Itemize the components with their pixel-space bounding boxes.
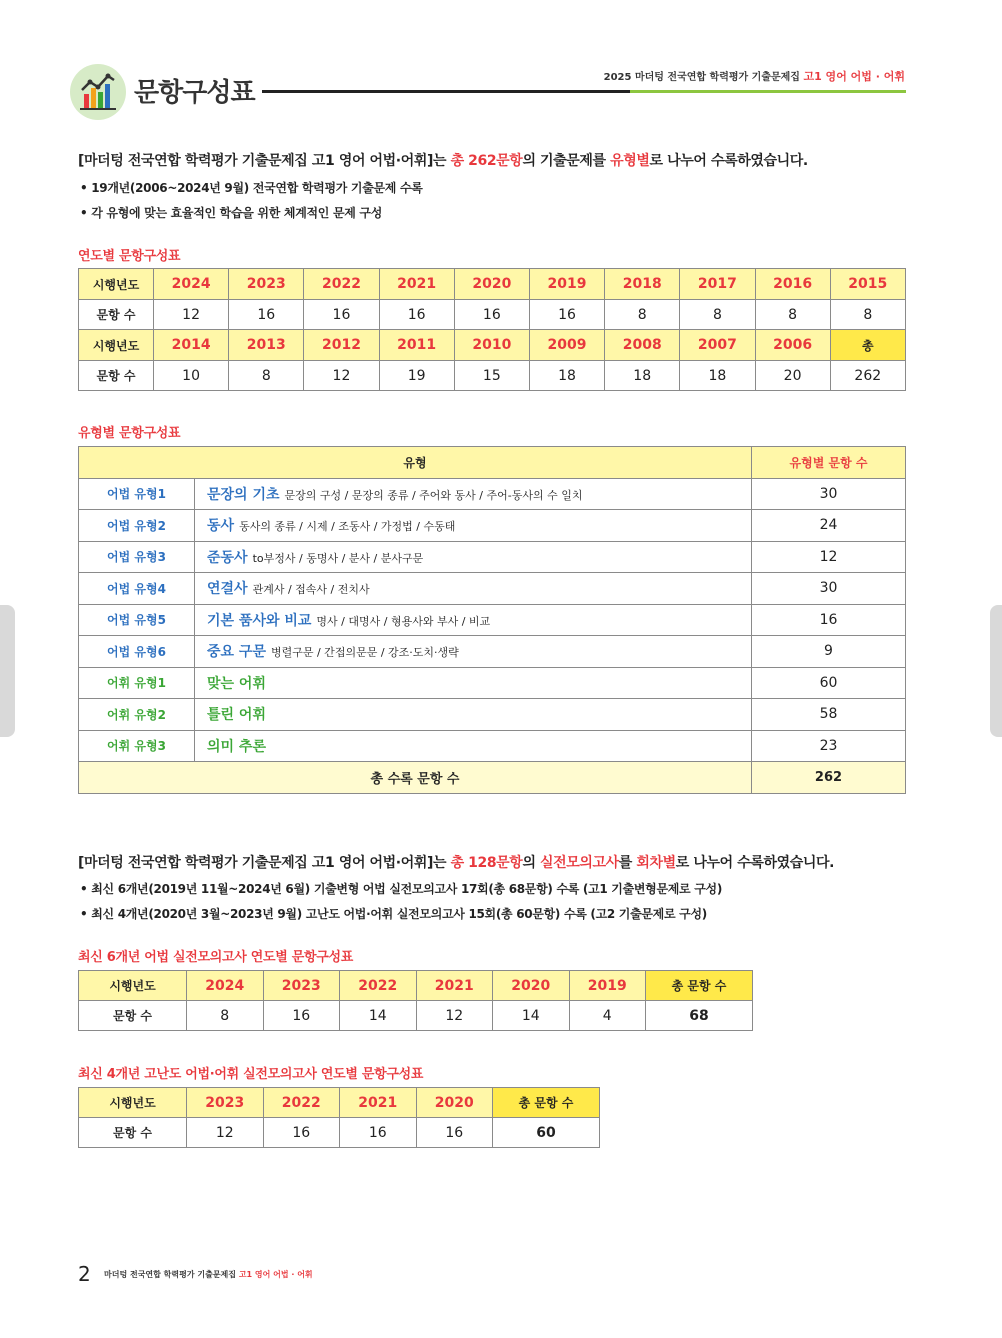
type-name: 동사 [207,518,235,535]
type-count: 30 [752,573,906,605]
type-category: 어법 유형5 [79,604,195,636]
type-name: 중요 구문 [207,644,266,661]
total-value: 262 [830,361,905,391]
count-cell: 8 [229,361,304,391]
page-edge-tab-right [990,605,1002,737]
year-cell: 2009 [529,330,604,361]
type-category: 어휘 유형3 [79,730,195,762]
intro2-mock: 실전모의고사 [540,855,619,871]
intro1-total: 총 262문항 [450,153,523,169]
intro1-bullet: • 각 유형에 맞는 효율적인 학습을 위한 체계적인 문제 구성 [80,206,382,220]
intro-paragraph-2 [78,852,834,872]
count-cell: 14 [340,1001,417,1031]
type-description [195,510,752,542]
year-cell: 2011 [379,330,454,361]
page-edge-tab-left [0,605,15,737]
year-cell: 2021 [416,971,493,1001]
count-cell: 16 [229,300,304,330]
chart-logo-icon [70,64,126,120]
type-category: 어휘 유형2 [79,699,195,731]
count-cell: 14 [493,1001,570,1031]
type-count: 9 [752,636,906,668]
year-cell: 2017 [680,269,755,300]
count-cell: 8 [187,1001,264,1031]
mock4-table [78,1087,600,1148]
year-cell: 2022 [340,971,417,1001]
type-count: 60 [752,667,906,699]
type-category: 어법 유형4 [79,573,195,605]
year-cell: 2020 [416,1088,493,1118]
year-cell: 2021 [340,1088,417,1118]
count-label: 문항 수 [79,1001,187,1031]
header-book-highlight: 고1 영어 어법 · 어휘 [803,70,905,83]
count-cell: 12 [187,1118,264,1148]
type-count: 23 [752,730,906,762]
count-label: 문항 수 [79,1118,187,1148]
year-table-title: 연도별 문항구성표 [78,249,181,264]
intro1-text-a: [마더텅 전국연합 학력평가 기출문제집 고1 영어 어법·어휘]는 [78,153,451,169]
intro2-total: 총 128문항 [450,855,523,871]
year-cell: 2018 [605,269,680,300]
count-cell: 16 [529,300,604,330]
title-divider-accent [630,90,906,93]
intro2-text-d: 로 나누어 수록하였습니다. [675,855,835,871]
count-cell: 15 [454,361,529,391]
year-cell: 2023 [229,269,304,300]
count-cell: 18 [680,361,755,391]
intro2-text-c: 를 [618,855,637,871]
year-cell: 2020 [454,269,529,300]
count-cell: 8 [755,300,830,330]
intro1-bullet: • 19개년(2006~2024년 9월) 전국연합 학력평가 기출문제 수록 [80,181,423,195]
year-cell: 2020 [493,971,570,1001]
type-category: 어법 유형2 [79,510,195,542]
type-count: 16 [752,604,906,636]
year-cell: 2016 [755,269,830,300]
count-cell: 19 [379,361,454,391]
type-description [195,636,752,668]
count-cell: 12 [304,361,379,391]
mock6-table-title: 최신 6개년 어법 실전모의고사 연도별 문항구성표 [78,950,354,965]
type-name: 문장의 기초 [207,486,280,503]
year-label: 시행년도 [79,1088,187,1118]
year-cell: 2015 [830,269,905,300]
type-table-title: 유형별 문항구성표 [78,426,181,441]
total-value: 68 [646,1001,753,1031]
count-label: 문항 수 [79,361,154,391]
intro2-bullet: • 최신 4개년(2020년 3월~2023년 9월) 고난도 어법·어휘 실전모의고사 15회(총 60문항) 수록 (고2 기출문제로 구성) [80,907,707,921]
intro2-text-a: [마더텅 전국연합 학력평가 기출문제집 고1 영어 어법·어휘]는 [78,855,451,871]
count-cell: 20 [755,361,830,391]
year-cell: 2019 [569,971,646,1001]
year-cell: 2021 [379,269,454,300]
year-cell: 2022 [263,1088,340,1118]
type-count: 58 [752,699,906,731]
year-cell: 2014 [154,330,229,361]
total-label: 총 문항 수 [646,971,753,1001]
year-cell: 2024 [154,269,229,300]
footer-book-highlight: 고1 영어 어법 · 어휘 [238,1270,313,1279]
type-name: 준동사 [207,549,248,566]
count-cell: 12 [154,300,229,330]
type-detail: 문장의 구성 / 문장의 종류 / 주어와 동사 / 주어-동사의 수 일치 [284,488,583,502]
type-name: 기본 품사와 비교 [207,612,312,629]
count-cell: 8 [680,300,755,330]
type-detail: 명사 / 대명사 / 형용사와 부사 / 비교 [316,614,491,628]
count-cell: 12 [416,1001,493,1031]
type-column-header: 유형 [79,447,752,479]
page-number: 2 [78,1262,91,1286]
footer-book-prefix: 마더텅 전국연합 학력평가 기출문제집 [104,1270,237,1279]
count-column-header: 유형별 문항 수 [752,447,906,479]
count-cell: 18 [605,361,680,391]
year-cell: 2010 [454,330,529,361]
count-cell: 4 [569,1001,646,1031]
title-divider [262,90,630,93]
type-description [195,604,752,636]
type-description [195,573,752,605]
footer-book-title [104,1269,313,1280]
count-cell: 18 [529,361,604,391]
type-name: 틀린 어휘 [207,707,266,724]
total-value: 60 [493,1118,600,1148]
mock4-table-title: 최신 4개년 고난도 어법·어휘 실전모의고사 연도별 문항구성표 [78,1067,424,1082]
type-name: 연결사 [207,581,248,598]
type-description [195,699,752,731]
type-category: 어법 유형6 [79,636,195,668]
year-cell: 2007 [680,330,755,361]
count-cell: 16 [304,300,379,330]
year-cell: 2023 [187,1088,264,1118]
year-label: 시행년도 [79,971,187,1001]
intro2-text-b: 의 [522,855,541,871]
type-table [78,446,906,794]
type-description [195,730,752,762]
intro2-by-round: 회차별 [636,855,676,871]
count-cell: 16 [263,1118,340,1148]
count-cell: 16 [379,300,454,330]
type-category: 어법 유형1 [79,478,195,510]
type-count: 12 [752,541,906,573]
mock6-table [78,970,753,1031]
page-title: 문항구성표 [134,78,255,108]
year-cell: 2019 [529,269,604,300]
year-cell: 2024 [187,971,264,1001]
year-cell: 2022 [304,269,379,300]
intro2-bullet: • 최신 6개년(2019년 11월~2024년 6월) 기출변형 어법 실전모의고사 17회(총 68문항) 수록 (고1 기출변형문제로 구성) [80,882,723,896]
year-cell: 2006 [755,330,830,361]
type-count: 24 [752,510,906,542]
header-book-prefix: 2025 마더텅 전국연합 학력평가 기출문제집 [603,72,800,83]
type-count: 30 [752,478,906,510]
year-cell: 2008 [605,330,680,361]
year-label: 시행년도 [79,269,154,300]
count-cell: 8 [830,300,905,330]
year-cell: 2023 [263,971,340,1001]
type-detail: 관계사 / 접속사 / 전치사 [252,583,370,597]
type-description [195,478,752,510]
type-description [195,667,752,699]
year-cell: 2012 [304,330,379,361]
count-cell: 16 [263,1001,340,1031]
type-detail: 병렬구문 / 간접의문문 / 강조·도치·생략 [270,646,459,660]
intro-paragraph-1 [78,150,808,170]
count-cell: 10 [154,361,229,391]
type-total-label: 총 수록 문항 수 [79,762,752,794]
type-name: 맞는 어휘 [207,675,266,692]
total-label: 총 [830,330,905,361]
total-label: 총 문항 수 [493,1088,600,1118]
year-cell: 2013 [229,330,304,361]
count-cell: 16 [454,300,529,330]
count-cell: 16 [340,1118,417,1148]
intro1-text-c: 로 나누어 수록하였습니다. [649,153,808,169]
type-total-value: 262 [752,762,906,794]
type-name: 의미 추론 [207,738,266,755]
header-book-title [604,68,905,84]
type-category: 어휘 유형1 [79,667,195,699]
type-detail: 동사의 종류 / 시제 / 조동사 / 가정법 / 수동태 [239,520,456,534]
year-table [78,268,906,391]
intro1-text-b: 의 기출문제를 [522,153,611,169]
year-label: 시행년도 [79,330,154,361]
intro1-by-type: 유형별 [610,153,650,169]
count-cell: 8 [605,300,680,330]
type-detail: to부정사 / 동명사 / 분사 / 분사구문 [252,551,424,565]
type-category: 어법 유형3 [79,541,195,573]
type-description [195,541,752,573]
count-cell: 16 [416,1118,493,1148]
count-label: 문항 수 [79,300,154,330]
